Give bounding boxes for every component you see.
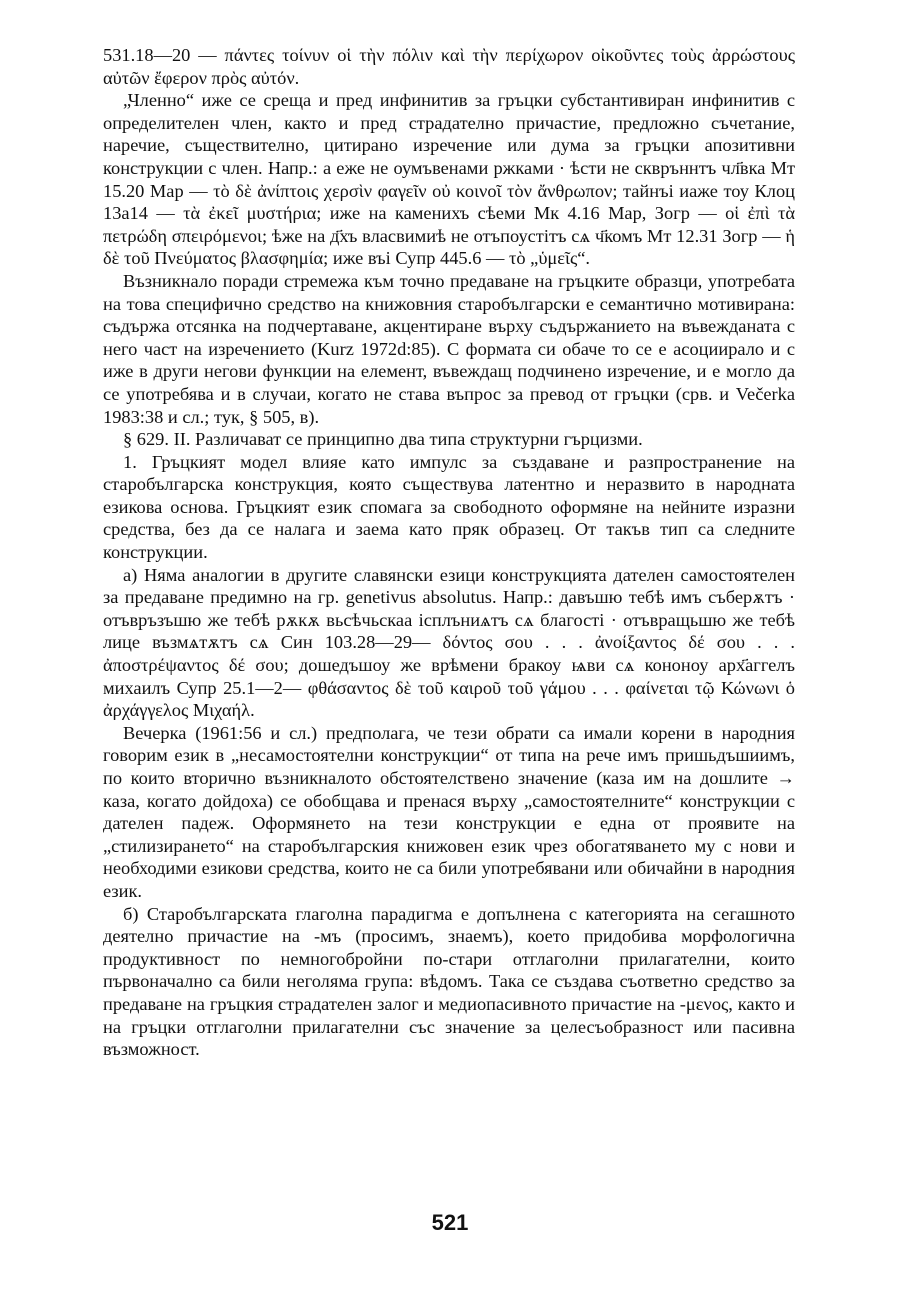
page-body [103, 44, 795, 1061]
page-number: 521 [431, 1210, 469, 1235]
paragraph-citation-greek: 531.18—20 — πάντες τοίνυν οἱ τὴν πόλιν καὶ τὴν περίχωρον οἰκοῦντες τοὺς ἀρρώστους αὐτῶν ἔφερον πρὸς αὐτόν. [103, 45, 795, 88]
paragraph-section-629: § 629. II. Различават се принципно два типа структурни гърцизми. [123, 429, 643, 450]
paragraph-present-participle: б) Старобългарската глаголна парадигма е допълнена с категорията на сегашното деятелно причастие на -мъ (просимъ, знаемъ), което придобива морфологична продуктивност по немногобройни по-стари отглаголни прилагателни, които първоначално са били неголяма група: вѣдомъ. Така се създава съответно средство за предаване на гръцкия страдателен залог и медиопасивното причастие на -μενος, както и на гръцки отглаголни прилагателни със значение за целесъобразност или пасивна възможност. [103, 903, 795, 1060]
paragraph-dative-absolute: а) Няма аналогии в другите славянски езици конструкцията дателен самостоятелен за предаване предимно на гр. genetivus absolutus. Напр.: давъшю тебѣ имъ съберѫтъ · отъвръзъшю же тебѣ рѫкѫ вьсѣчьскаа ісплъниѧтъ сѧ благості · отъвращьшю же тебѣ лице възмѧтѫтъ сѧ Син 103.28—29— δόντος σου . . . ἀνοίξαντος δέ σου . . . ἀποστρέψαντος δέ σου; дошедъшоу же врѣмени бракоу ѩви сѧ кононоу арх҃аггелъ михаилъ Супр 25.1—2— φθάσαντος δὲ τοῦ καιροῦ τοῦ γάμου . . . φαίνεται τῷ Κώνωνι ὁ ἀρχάγγελος Μιχαήλ. [103, 564, 795, 721]
paragraph-semantic-motivation: Възникнало поради стремежа към точно предаване на гръцките образци, употребата на това специфично средство на книжовния старобългарски е семантично мотивирана: съдържа отсянка на подчертаване, акцентиране върху съдържанието на въвежданата с него част на изречението (Kurz 1972d:85). С формата си обаче то се е асоциирало и с иже в други негови функции на елемент, въвеждащ подчинено изречение, и е могло да се употребява и в случаи, когато не става въпрос за превод от гръцки (срв. и Večerka 1983:38 и сл.; тук, § 505, в). [103, 270, 795, 427]
paragraph-greek-model: 1. Гръцкият модел влияе като импулс за създаване и разпространение на старобългарска конструкция, която съществува латентно и неразвито в народната езикова основа. Гръцкият език спомага за свободното оформяне на нейните изразни средства, без да се налага и заема като пряк образец. От такъв тип са следните конструкции. [103, 451, 795, 563]
paragraph-chlenno-izhe: „Членно“ иже се среща и пред инфинитив за гръцки субстантивиран инфинитив с определителен член, както и пред страдателно причастие, предложно съчетание, наречие, съществително, цитирано изречение или дума за гръцки апозитивни конструкции с член. Напр.: а еже не оумъвенами ржками · ѣсти не сквръннтъ чл҃вка Мт 15.20 Мар — τὸ δὲ ἀνίπτοις χερσὶν φαγεῖν οὐ κοινοῖ τὸν ἄνθρωπον; тайнъі иаже тоу Клоц 13а14 — τὰ ἐκεῖ μυστήρια; иже на каменихъ сѣеми Мк 4.16 Мар, Зогр — οἱ ἐπὶ τὰ πετρώδη σπειρόμενοι; ѣже на д҃хъ власвимиѣ не отъпоустітъ сѧ ч҃комъ Мт 12.31 Зогр — ἡ δὲ τοῦ Πνεύματος βλασφημία; иже въі Супр 445.6 — τὸ „ὑμεῖς“. [103, 90, 795, 269]
paragraph-vecherka: Вечерка (1961:56 и сл.) предполага, че тези обрати са имали корени в народния говорим език в „несамостоятелни конструкции“ от типа на рече имъ пришьдъшиимъ, по които вторично възникналото обстоятелствено значение (каза им на дошлите → каза, когато дойдоха) се обобщава и пренася върху „самостоятелните“ конструкции с дателен падеж. Оформянето на тези конструкции е една от проявите на „стилизирането“ на старобългарския книжовен език чрез обогатяването му с нови и необходими езикови средства, които не са били употребявани или обичайни в народния език. [103, 722, 795, 901]
